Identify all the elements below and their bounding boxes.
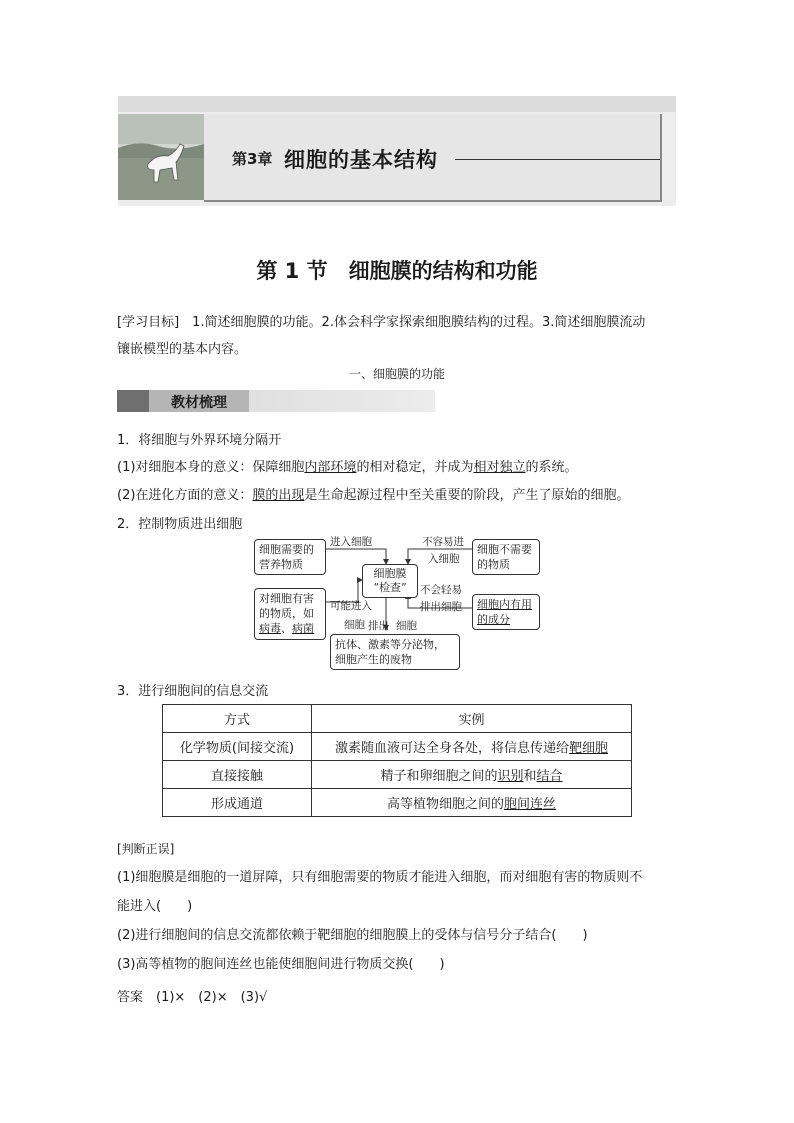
judge-q1-line1: (1)细胞膜是细胞的一道屏障，只有细胞需要的物质才能进入细胞，而对细胞有害的物质则不 [117, 870, 643, 885]
text: 是生命起源过程中至关重要的阶段，产生了原始的细胞。 [304, 488, 630, 503]
membrane-check-box [362, 564, 418, 598]
label-may-enter-1: 可能进入 [330, 600, 372, 612]
judge-q1-line2: 能进入( ) [117, 899, 193, 914]
objectives-line-1: [学习目标] 1.简述细胞膜的功能。2.体会科学家探索细胞膜结构的过程。3.简述细胞膜流动 [117, 315, 646, 330]
table-cell-example [312, 789, 632, 817]
text: 的系统。 [525, 460, 578, 475]
point3-heading: 3．进行细胞间的信息交流 [117, 684, 269, 699]
chapter-number: 第3章 [232, 150, 273, 168]
section-title: 第 1 节 细胞膜的结构和功能 [256, 259, 538, 283]
underlined-term: 细胞内有用的成分 [477, 598, 532, 626]
table-header-row [163, 705, 632, 733]
membrane-diagram [250, 532, 550, 672]
label-not-easy-exit-2: 排出细胞 [420, 601, 462, 613]
center-label: “检查” [373, 581, 407, 594]
harmful-substances-box [254, 588, 326, 640]
part-heading: 一、细胞膜的功能 [348, 367, 445, 381]
table-cell-method: 化学物质(间接交流) [163, 733, 312, 761]
text: 激素随血液可达全身各处，将信息传递给 [334, 741, 569, 756]
judge-answer: 答案 (1)× (2)× (3)√ [117, 990, 268, 1005]
table-header: 方式 [163, 705, 312, 733]
text: (2)在进化方面的意义： [117, 488, 253, 503]
label-enter: 进入细胞 [330, 536, 372, 548]
table-row [163, 761, 632, 789]
point1-item1 [117, 456, 577, 475]
label-hard-enter-1: 不容易进 [422, 536, 464, 548]
info-exchange-table [162, 704, 632, 817]
judge-q3: (3)高等植物的胞间连丝也能使细胞间进行物质交换( ) [117, 957, 445, 972]
table-row [163, 789, 632, 817]
table-row [163, 733, 632, 761]
useful-components-box [472, 594, 540, 630]
judge-heading: [判断正误] [117, 842, 175, 856]
point1-item2 [117, 484, 629, 503]
text: 精子和卵细胞之间的 [380, 769, 498, 784]
text: 和 [523, 769, 537, 784]
banner-top-strip [118, 96, 676, 112]
text: (1)对细胞本身的意义：保障细胞 [117, 460, 305, 475]
point2-heading: 2．控制物质进出细胞 [117, 517, 243, 532]
table-cell-method: 形成通道 [163, 789, 312, 817]
underlined-term: 膜的出现 [252, 488, 305, 503]
text: 对细胞有害的物质，如 [259, 592, 314, 620]
table-header: 实例 [312, 705, 632, 733]
text: 、 [281, 622, 292, 635]
horse-photo [118, 114, 204, 200]
label-not-easy-exit-1: 不会轻易 [420, 584, 462, 596]
section-bar-label: 教材梳理 [171, 395, 227, 411]
section-bar-accent [117, 390, 149, 412]
text: 的相对稳定，并成为 [356, 460, 474, 475]
label-exit-2: 细胞 [396, 620, 417, 632]
underlined-term: 靶细胞 [569, 741, 609, 756]
table-cell-example [312, 733, 632, 761]
center-label: 细胞膜 [373, 567, 407, 580]
chapter-title: 细胞的基本结构 [284, 148, 438, 172]
table-cell-method: 直接接触 [163, 761, 312, 789]
underlined-term: 胞间连丝 [504, 797, 557, 812]
unneeded-substances-box: 细胞不需要的物质 [472, 539, 540, 575]
needed-nutrients-box: 细胞需要的营养物质 [254, 539, 326, 575]
table-cell-example [312, 761, 632, 789]
objectives-line-2: 镶嵌模型的基本内容。 [117, 342, 248, 357]
underlined-term: 病毒 [259, 622, 281, 635]
underlined-term: 相对独立 [473, 460, 526, 475]
underlined-term: 识别 [497, 769, 524, 784]
label-hard-enter-2: 入细胞 [428, 553, 460, 565]
label-exit: 排出 [368, 620, 389, 632]
underlined-term: 结合 [536, 769, 563, 784]
point1-heading: 1．将细胞与外界环境分隔开 [117, 433, 282, 448]
banner-rule [455, 159, 660, 160]
text: 高等植物细胞之间的 [386, 797, 504, 812]
underlined-term: 内部环境 [304, 460, 357, 475]
secreted-waste-box: 抗体、激素等分泌物，细胞产生的废物 [330, 634, 460, 670]
underlined-term: 病菌 [292, 622, 314, 635]
judge-q2: (2)进行细胞间的信息交流都依赖于靶细胞的细胞膜上的受体与信号分子结合( ) [117, 928, 588, 943]
label-may-enter-2: 细胞 [344, 619, 365, 631]
